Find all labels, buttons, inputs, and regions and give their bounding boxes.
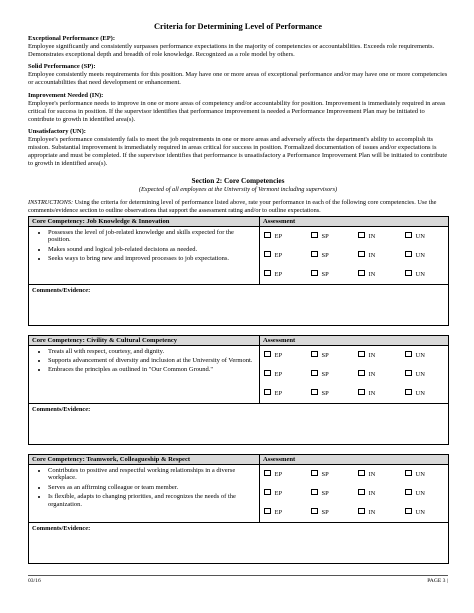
rating-option-label: UN xyxy=(415,270,425,278)
checkbox-icon[interactable] xyxy=(264,470,271,477)
rating-option-label: IN xyxy=(368,232,376,240)
checkbox-icon[interactable] xyxy=(311,470,318,477)
checkbox-icon[interactable] xyxy=(311,270,318,277)
rating-option-label: EP xyxy=(274,508,283,516)
checkbox-icon[interactable] xyxy=(311,508,318,515)
checkbox-icon[interactable] xyxy=(358,389,365,396)
competency-bullet: • Treats all with respect, courtesy, and dignity. xyxy=(48,348,256,356)
rating-option-in[interactable] xyxy=(354,271,401,278)
rating-option-label: UN xyxy=(415,489,425,497)
checkbox-icon[interactable] xyxy=(358,489,365,496)
assessment-header: Assessment xyxy=(260,335,449,345)
rating-option-label: SP xyxy=(321,370,329,378)
rating-option-label: SP xyxy=(321,351,329,359)
assessment-header: Assessment xyxy=(260,454,449,464)
rating-option-un[interactable] xyxy=(401,509,448,516)
rating-option-sp[interactable] xyxy=(307,490,354,497)
rating-option-ep[interactable] xyxy=(260,352,307,359)
rating-option-ep[interactable] xyxy=(260,490,307,497)
competency-bullet: • Serves as an affirming colleague or team member. xyxy=(48,484,256,492)
checkbox-icon[interactable] xyxy=(264,270,271,277)
checkbox-icon[interactable] xyxy=(358,270,365,277)
checkbox-icon[interactable] xyxy=(311,251,318,258)
rating-option-un[interactable] xyxy=(401,371,448,378)
criterion-heading: Improvement Needed (IN): xyxy=(28,91,104,99)
rating-option-label: IN xyxy=(368,370,376,378)
checkbox-icon[interactable] xyxy=(264,251,271,258)
rating-option-label: IN xyxy=(368,389,376,397)
rating-option-label: IN xyxy=(368,270,376,278)
instructions xyxy=(28,199,448,214)
rating-option-ep[interactable] xyxy=(260,509,307,516)
competency-bullet: • Makes sound and logical job-related decisions as needed. xyxy=(48,246,256,254)
rating-row xyxy=(260,465,448,484)
rating-option-un[interactable] xyxy=(401,390,448,397)
rating-option-label: SP xyxy=(321,270,329,278)
footer-page-number: PAGE 3 | xyxy=(427,578,448,584)
rating-row xyxy=(260,384,448,403)
checkbox-icon[interactable] xyxy=(264,389,271,396)
competency-body-row xyxy=(29,464,449,522)
rating-option-sp[interactable] xyxy=(307,271,354,278)
checkbox-icon[interactable] xyxy=(311,489,318,496)
competency-header-row xyxy=(29,335,449,345)
criterion-text: Employee's performance consistently fails to meet the job requirements in one or more areas and adversely affects the department's ability to accomplish its mission. Substantial improvement is immediately required in areas critical for success in position. Formalized documentation of issues and/or expectations is appropriate and must be completed. If the supervisor identifies that performance is unsatisfactory a Performance Improvement Plan will be initiated to contribute to growth in identified area(s). xyxy=(28,136,448,168)
checkbox-icon[interactable] xyxy=(358,251,365,258)
checkbox-icon[interactable] xyxy=(311,232,318,239)
comments-row xyxy=(29,522,449,563)
rating-option-label: UN xyxy=(415,251,425,259)
criterion-in xyxy=(28,92,448,124)
page xyxy=(28,22,448,564)
rating-option-label: SP xyxy=(321,489,329,497)
rating-option-ep[interactable] xyxy=(260,371,307,378)
rating-option-sp[interactable] xyxy=(307,509,354,516)
page-title: Criteria for Determining Level of Performance xyxy=(154,22,322,31)
rating-option-in[interactable] xyxy=(354,252,401,259)
checkbox-icon[interactable] xyxy=(358,351,365,358)
rating-option-in[interactable] xyxy=(354,471,401,478)
rating-option-label: IN xyxy=(368,470,376,478)
rating-option-sp[interactable] xyxy=(307,252,354,259)
rating-option-in[interactable] xyxy=(354,233,401,240)
checkbox-icon[interactable] xyxy=(264,508,271,515)
checkbox-icon[interactable] xyxy=(311,370,318,377)
competency-header-row xyxy=(29,216,449,226)
competency-title: Core Competency: Civility & Cultural Competency xyxy=(29,335,260,345)
rating-option-in[interactable] xyxy=(354,390,401,397)
rating-option-ep[interactable] xyxy=(260,271,307,278)
checkbox-icon[interactable] xyxy=(405,470,412,477)
comments-row xyxy=(29,403,449,444)
rating-option-label: UN xyxy=(415,508,425,516)
rating-option-label: UN xyxy=(415,351,425,359)
competency-bullet: • Is flexible, adapts to changing priorities, and recognizes the needs of the organization. xyxy=(48,493,256,509)
rating-option-sp[interactable] xyxy=(307,233,354,240)
competency-title: Core Competency: Job Knowledge & Innovation xyxy=(29,216,260,226)
assessment-header: Assessment xyxy=(260,216,449,226)
criterion-heading: Exceptional Performance (EP): xyxy=(28,35,116,42)
rating-row xyxy=(260,246,448,265)
checkbox-icon[interactable] xyxy=(358,370,365,377)
comments-field[interactable] xyxy=(29,284,449,325)
rating-option-label: UN xyxy=(415,370,425,378)
rating-row xyxy=(260,365,448,384)
criterion-heading: Solid Performance (SP): xyxy=(28,63,96,71)
rating-row xyxy=(260,227,448,246)
rating-option-in[interactable] xyxy=(354,490,401,497)
instructions-lead: INSTRUCTIONS: xyxy=(28,199,74,207)
comments-label: Comments/Evidence: xyxy=(32,405,91,413)
checkbox-icon[interactable] xyxy=(405,508,412,515)
checkbox-icon[interactable] xyxy=(405,251,412,258)
competency-bullets xyxy=(29,345,260,403)
checkbox-icon[interactable] xyxy=(358,232,365,239)
criterion-text: Employee significantly and consistently surpasses performance expectations in the majority of competencies or accountabilities. Exceeds role requirements. Demonstrates exceptional depth and breadth of role knowledge. Recognized as a role model by others. xyxy=(28,43,435,59)
competency-bullet: • Supports advancement of diversity and inclusion at the University of Vermont. xyxy=(48,357,256,365)
checkbox-icon[interactable] xyxy=(264,370,271,377)
criterion-sp xyxy=(28,63,448,87)
section-title: Section 2: Core Competencies xyxy=(191,176,285,186)
competency-bullets xyxy=(29,464,260,522)
rating-option-label: EP xyxy=(274,470,283,478)
rating-option-ep[interactable] xyxy=(260,233,307,240)
competency-bullets xyxy=(29,226,260,284)
rating-row xyxy=(260,503,448,522)
rating-option-label: EP xyxy=(274,351,283,359)
rating-option-ep[interactable] xyxy=(260,390,307,397)
table-spacer xyxy=(29,325,449,335)
comments-label: Comments/Evidence: xyxy=(32,286,91,294)
rating-option-label: IN xyxy=(368,351,376,359)
checkbox-icon[interactable] xyxy=(264,351,271,358)
rating-option-un[interactable] xyxy=(401,271,448,278)
checkbox-icon[interactable] xyxy=(358,470,365,477)
table-spacer xyxy=(29,444,449,454)
assessment-options xyxy=(260,226,449,284)
criterion-un xyxy=(28,128,448,168)
checkbox-icon[interactable] xyxy=(405,389,412,396)
criterion-text: Employee's performance needs to improve in one or more areas of competency and/or accountability for position. Improvement is immediately required in areas critical for success in position. If the supervisor identifies that performance improvement is needed a Performance Improvement Plan may be initiated to contribute to growth in identified area(s). xyxy=(28,99,446,123)
comments-field[interactable] xyxy=(29,522,449,563)
rating-option-label: UN xyxy=(415,470,425,478)
rating-option-label: IN xyxy=(368,489,376,497)
instructions-text: Using the criteria for determining level of performance listed above, rate your performance in each of the following core competencies. Use the comments/evidence section to outline observations that support the assessment rating and/or to outline expectations. xyxy=(28,199,437,214)
rating-option-label: SP xyxy=(321,251,329,259)
competency-body-row xyxy=(29,226,449,284)
rating-option-label: SP xyxy=(321,508,329,516)
competency-bullet: • Possesses the level of job-related knowledge and skills expected for the position. xyxy=(48,229,256,245)
rating-option-un[interactable] xyxy=(401,233,448,240)
checkbox-icon[interactable] xyxy=(358,508,365,515)
competency-bullet: • Contributes to positive and respectful working relationships in a diverse workplace. xyxy=(48,467,256,483)
rating-row xyxy=(260,346,448,365)
rating-option-un[interactable] xyxy=(401,252,448,259)
comments-row xyxy=(29,284,449,325)
rating-option-label: SP xyxy=(321,232,329,240)
competency-bullet: • Embraces the principles as outlined in "Our Common Ground." xyxy=(48,366,256,374)
rating-option-label: EP xyxy=(274,270,283,278)
criterion-ep xyxy=(28,35,448,59)
competency-bullet: • Seeks ways to bring new and improved processes to job expectations. xyxy=(48,255,256,263)
competency-title: Core Competency: Teamwork, Colleagueship & Respect xyxy=(29,454,260,464)
rating-row xyxy=(260,265,448,284)
competency-header-row xyxy=(29,454,449,464)
checkbox-icon[interactable] xyxy=(311,351,318,358)
comments-label: Comments/Evidence: xyxy=(32,524,91,532)
section-subtitle: (Expected of all employees at the University of Vermont including supervisors) xyxy=(138,186,338,194)
rating-option-label: EP xyxy=(274,370,283,378)
rating-option-label: IN xyxy=(368,508,376,516)
rating-option-label: IN xyxy=(368,251,376,259)
rating-option-label: UN xyxy=(415,232,425,240)
checkbox-icon[interactable] xyxy=(405,270,412,277)
rating-option-sp[interactable] xyxy=(307,471,354,478)
rating-option-sp[interactable] xyxy=(307,352,354,359)
footer-rule xyxy=(28,575,448,576)
rating-option-label: EP xyxy=(274,232,283,240)
comments-field[interactable] xyxy=(29,403,449,444)
rating-option-label: UN xyxy=(415,389,425,397)
assessment-options xyxy=(260,464,449,522)
checkbox-icon[interactable] xyxy=(264,232,271,239)
criterion-heading: Unsatisfactory (UN): xyxy=(28,127,86,135)
rating-option-un[interactable] xyxy=(401,490,448,497)
rating-option-label: SP xyxy=(321,389,329,397)
checkbox-icon[interactable] xyxy=(405,370,412,377)
checkbox-icon[interactable] xyxy=(264,489,271,496)
competency-table xyxy=(28,216,449,564)
rating-option-in[interactable] xyxy=(354,509,401,516)
checkbox-icon[interactable] xyxy=(405,232,412,239)
rating-option-in[interactable] xyxy=(354,371,401,378)
rating-option-in[interactable] xyxy=(354,352,401,359)
competency-body-row xyxy=(29,345,449,403)
rating-option-label: EP xyxy=(274,489,283,497)
rating-option-label: SP xyxy=(321,470,329,478)
criterion-text: Employee consistently meets requirements for this position. May have one or more areas of exceptional performance and/or may have one or more competencies or accountabilities that need development or enhancement. xyxy=(28,71,448,87)
rating-row xyxy=(260,484,448,503)
checkbox-icon[interactable] xyxy=(311,389,318,396)
rating-option-un[interactable] xyxy=(401,471,448,478)
checkbox-icon[interactable] xyxy=(405,351,412,358)
assessment-options xyxy=(260,345,449,403)
rating-option-label: EP xyxy=(274,389,283,397)
footer-date: 03/16 xyxy=(28,578,41,584)
checkbox-icon[interactable] xyxy=(405,489,412,496)
rating-option-ep[interactable] xyxy=(260,471,307,478)
rating-option-sp[interactable] xyxy=(307,371,354,378)
rating-option-label: EP xyxy=(274,251,283,259)
rating-option-ep[interactable] xyxy=(260,252,307,259)
rating-option-sp[interactable] xyxy=(307,390,354,397)
rating-option-un[interactable] xyxy=(401,352,448,359)
